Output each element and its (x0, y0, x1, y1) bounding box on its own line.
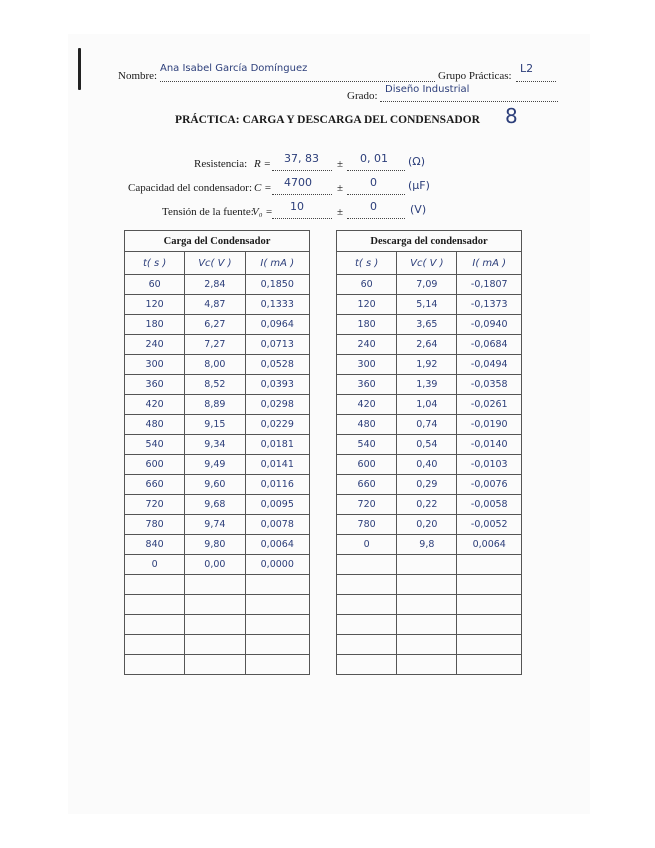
charge-table-row (125, 615, 310, 635)
charge-table-row (125, 515, 310, 535)
discharge-header-time: t( s ) (337, 252, 397, 275)
charge-cell-time: 780 (125, 515, 185, 535)
charge-cell-time: 180 (125, 315, 185, 335)
charge-cell-time: 540 (125, 435, 185, 455)
discharge-cell-current (457, 595, 522, 615)
charge-cell-current: 0,0116 (245, 475, 309, 495)
degree-value: Diseño Industrial (385, 84, 470, 95)
charge-cell-time (125, 595, 185, 615)
resistance-value: 37, 83 (284, 152, 319, 165)
discharge-cell-current: -0,0494 (457, 355, 522, 375)
charge-cell-voltage: 9,60 (185, 475, 245, 495)
discharge-table-row (337, 315, 522, 335)
discharge-table-row (337, 415, 522, 435)
discharge-cell-current: -0,0358 (457, 375, 522, 395)
capacitance-symbol: C = (254, 182, 272, 194)
group-label: Grupo Prácticas: (438, 70, 512, 82)
charge-cell-voltage: 9,49 (185, 455, 245, 475)
name-label: Nombre: (118, 70, 158, 82)
charge-cell-time: 660 (125, 475, 185, 495)
charge-cell-current: 0,0064 (245, 535, 309, 555)
charge-cell-voltage: 7,27 (185, 335, 245, 355)
discharge-cell-time: 300 (337, 355, 397, 375)
charge-cell-time: 480 (125, 415, 185, 435)
discharge-cell-voltage: 1,39 (397, 375, 457, 395)
charge-cell-voltage: 8,00 (185, 355, 245, 375)
discharge-cell-current: -0,0052 (457, 515, 522, 535)
resistance-error: 0, 01 (360, 152, 388, 165)
discharge-cell-time (337, 575, 397, 595)
discharge-cell-current: -0,0684 (457, 335, 522, 355)
discharge-table-row (337, 295, 522, 315)
discharge-cell-voltage (397, 615, 457, 635)
charge-cell-time: 360 (125, 375, 185, 395)
discharge-cell-voltage: 0,40 (397, 455, 457, 475)
binding-mark (78, 48, 81, 90)
discharge-table-row (337, 535, 522, 555)
discharge-cell-time: 180 (337, 315, 397, 335)
discharge-table-row (337, 395, 522, 415)
charge-table-body (125, 275, 310, 675)
discharge-cell-voltage: 0,22 (397, 495, 457, 515)
resistance-pm: ± (337, 158, 344, 170)
discharge-cell-time (337, 655, 397, 675)
capacitance-value-line (272, 194, 332, 195)
capacitance-error: 0 (370, 176, 377, 189)
discharge-table-row (337, 495, 522, 515)
discharge-cell-current: -0,0076 (457, 475, 522, 495)
discharge-cell-time: 60 (337, 275, 397, 295)
charge-table-row (125, 555, 310, 575)
charge-cell-current (245, 615, 309, 635)
name-value: Ana Isabel García Domínguez (160, 63, 308, 74)
discharge-cell-time: 660 (337, 475, 397, 495)
voltage-pm: ± (337, 206, 344, 218)
discharge-table-row (337, 655, 522, 675)
discharge-cell-time (337, 595, 397, 615)
discharge-cell-time: 540 (337, 435, 397, 455)
discharge-cell-voltage: 3,65 (397, 315, 457, 335)
charge-table-row (125, 315, 310, 335)
discharge-cell-current: -0,0190 (457, 415, 522, 435)
charge-cell-time: 300 (125, 355, 185, 375)
discharge-cell-voltage: 0,74 (397, 415, 457, 435)
discharge-cell-current: -0,0103 (457, 455, 522, 475)
charge-cell-time: 60 (125, 275, 185, 295)
charge-table-row (125, 335, 310, 355)
discharge-cell-time (337, 635, 397, 655)
discharge-table-row (337, 555, 522, 575)
discharge-table-row (337, 615, 522, 635)
charge-cell-current: 0,0095 (245, 495, 309, 515)
discharge-table-row (337, 355, 522, 375)
discharge-table-row (337, 575, 522, 595)
discharge-table-row (337, 475, 522, 495)
charge-cell-voltage: 9,80 (185, 535, 245, 555)
charge-table-row (125, 275, 310, 295)
discharge-table-row (337, 435, 522, 455)
charge-cell-current: 0,0713 (245, 335, 309, 355)
charge-cell-current: 0,0964 (245, 315, 309, 335)
discharge-table-body (337, 275, 522, 675)
charge-cell-voltage (185, 575, 245, 595)
name-line (160, 81, 435, 82)
discharge-cell-voltage (397, 655, 457, 675)
discharge-cell-time (337, 555, 397, 575)
discharge-header-current: I( mA ) (457, 252, 522, 275)
capacitance-label: Capacidad del condensador: (128, 182, 253, 194)
charge-cell-voltage: 0,00 (185, 555, 245, 575)
degree-label: Grado: (347, 90, 378, 102)
voltage-value: 10 (290, 200, 304, 213)
discharge-table-row (337, 375, 522, 395)
charge-cell-voltage: 8,52 (185, 375, 245, 395)
capacitance-unit: (μF) (408, 179, 430, 192)
capacitance-value: 4700 (284, 176, 312, 189)
charge-cell-current: 0,0393 (245, 375, 309, 395)
discharge-cell-voltage (397, 635, 457, 655)
discharge-cell-voltage (397, 555, 457, 575)
charge-cell-current: 0,0181 (245, 435, 309, 455)
discharge-table (336, 230, 522, 675)
discharge-table-row (337, 635, 522, 655)
discharge-cell-current: -0,0940 (457, 315, 522, 335)
charge-cell-current (245, 655, 309, 675)
charge-cell-current: 0,0078 (245, 515, 309, 535)
charge-cell-current: 0,0528 (245, 355, 309, 375)
discharge-cell-current (457, 655, 522, 675)
charge-cell-current: 0,0141 (245, 455, 309, 475)
charge-cell-voltage (185, 595, 245, 615)
discharge-cell-time: 240 (337, 335, 397, 355)
discharge-cell-voltage: 9,8 (397, 535, 457, 555)
voltage-error-line (347, 218, 405, 219)
resistance-unit: (Ω) (408, 155, 425, 168)
discharge-cell-time (337, 615, 397, 635)
page-title: PRÁCTICA: CARGA Y DESCARGA DEL CONDENSADOR (175, 114, 480, 126)
charge-cell-current: 0,1850 (245, 275, 309, 295)
voltage-value-line (272, 218, 332, 219)
charge-cell-voltage: 6,27 (185, 315, 245, 335)
charge-table-row (125, 395, 310, 415)
charge-cell-time: 240 (125, 335, 185, 355)
voltage-symbol: V₀ = (252, 206, 273, 218)
discharge-cell-current: -0,0058 (457, 495, 522, 515)
discharge-cell-time: 600 (337, 455, 397, 475)
discharge-table-caption: Descarga del condensador (337, 231, 522, 252)
charge-cell-time: 720 (125, 495, 185, 515)
resistance-error-line (347, 170, 405, 171)
charge-table (124, 230, 310, 675)
discharge-cell-current: 0,0064 (457, 535, 522, 555)
discharge-cell-voltage: 1,92 (397, 355, 457, 375)
charge-cell-voltage (185, 635, 245, 655)
voltage-label: Tensión de la fuente: (162, 206, 254, 218)
charge-cell-time (125, 635, 185, 655)
discharge-cell-time: 780 (337, 515, 397, 535)
charge-table-row (125, 475, 310, 495)
charge-cell-voltage: 9,74 (185, 515, 245, 535)
capacitance-pm: ± (337, 182, 344, 194)
voltage-unit: (V) (410, 203, 427, 216)
group-value: L2 (520, 62, 534, 75)
charge-cell-time: 0 (125, 555, 185, 575)
discharge-cell-time: 0 (337, 535, 397, 555)
discharge-cell-time: 360 (337, 375, 397, 395)
discharge-cell-current (457, 615, 522, 635)
discharge-cell-current: -0,1807 (457, 275, 522, 295)
charge-cell-current: 0,0229 (245, 415, 309, 435)
charge-table-row (125, 375, 310, 395)
discharge-cell-voltage: 5,14 (397, 295, 457, 315)
charge-cell-current (245, 595, 309, 615)
discharge-cell-time: 420 (337, 395, 397, 415)
discharge-table-row (337, 455, 522, 475)
discharge-table-row (337, 335, 522, 355)
discharge-cell-voltage: 2,64 (397, 335, 457, 355)
discharge-cell-voltage (397, 595, 457, 615)
charge-table-row (125, 415, 310, 435)
discharge-cell-current: -0,0261 (457, 395, 522, 415)
charge-cell-current (245, 635, 309, 655)
page-number: 8 (505, 104, 518, 128)
charge-header-current: I( mA ) (245, 252, 309, 275)
discharge-cell-current (457, 555, 522, 575)
charge-cell-current: 0,0000 (245, 555, 309, 575)
discharge-cell-voltage: 0,29 (397, 475, 457, 495)
discharge-cell-time: 120 (337, 295, 397, 315)
charge-table-row (125, 295, 310, 315)
charge-cell-time: 600 (125, 455, 185, 475)
charge-cell-time: 120 (125, 295, 185, 315)
charge-cell-time (125, 615, 185, 635)
discharge-table-row (337, 275, 522, 295)
capacitance-error-line (347, 194, 405, 195)
charge-table-caption: Carga del Condensador (125, 231, 310, 252)
charge-cell-current (245, 575, 309, 595)
resistance-symbol: R = (254, 158, 271, 170)
group-line (516, 81, 556, 82)
discharge-table-row (337, 595, 522, 615)
discharge-cell-voltage: 0,20 (397, 515, 457, 535)
charge-cell-voltage (185, 615, 245, 635)
charge-header-time: t( s ) (125, 252, 185, 275)
discharge-header-voltage: Vc( V ) (397, 252, 457, 275)
charge-table-row (125, 575, 310, 595)
charge-cell-voltage (185, 655, 245, 675)
charge-cell-time (125, 575, 185, 595)
charge-table-row (125, 535, 310, 555)
charge-cell-current: 0,1333 (245, 295, 309, 315)
charge-cell-current: 0,0298 (245, 395, 309, 415)
charge-table-row (125, 635, 310, 655)
charge-cell-time: 840 (125, 535, 185, 555)
charge-cell-time (125, 655, 185, 675)
resistance-label: Resistencia: (194, 158, 248, 170)
discharge-cell-time: 480 (337, 415, 397, 435)
charge-cell-voltage: 8,89 (185, 395, 245, 415)
discharge-cell-voltage: 1,04 (397, 395, 457, 415)
discharge-cell-voltage: 0,54 (397, 435, 457, 455)
discharge-cell-current: -0,1373 (457, 295, 522, 315)
charge-table-row (125, 455, 310, 475)
discharge-cell-voltage (397, 575, 457, 595)
charge-header-voltage: Vc( V ) (185, 252, 245, 275)
resistance-value-line (272, 170, 332, 171)
charge-cell-voltage: 2,84 (185, 275, 245, 295)
discharge-cell-current (457, 635, 522, 655)
discharge-table-row (337, 515, 522, 535)
discharge-cell-time: 720 (337, 495, 397, 515)
voltage-error: 0 (370, 200, 377, 213)
charge-table-row (125, 495, 310, 515)
discharge-cell-voltage: 7,09 (397, 275, 457, 295)
charge-table-row (125, 435, 310, 455)
charge-cell-voltage: 4,87 (185, 295, 245, 315)
charge-cell-voltage: 9,15 (185, 415, 245, 435)
discharge-cell-current: -0,0140 (457, 435, 522, 455)
charge-table-row (125, 595, 310, 615)
charge-table-row (125, 355, 310, 375)
discharge-cell-current (457, 575, 522, 595)
charge-cell-voltage: 9,34 (185, 435, 245, 455)
degree-line (380, 101, 558, 102)
charge-cell-time: 420 (125, 395, 185, 415)
charge-table-row (125, 655, 310, 675)
charge-cell-voltage: 9,68 (185, 495, 245, 515)
